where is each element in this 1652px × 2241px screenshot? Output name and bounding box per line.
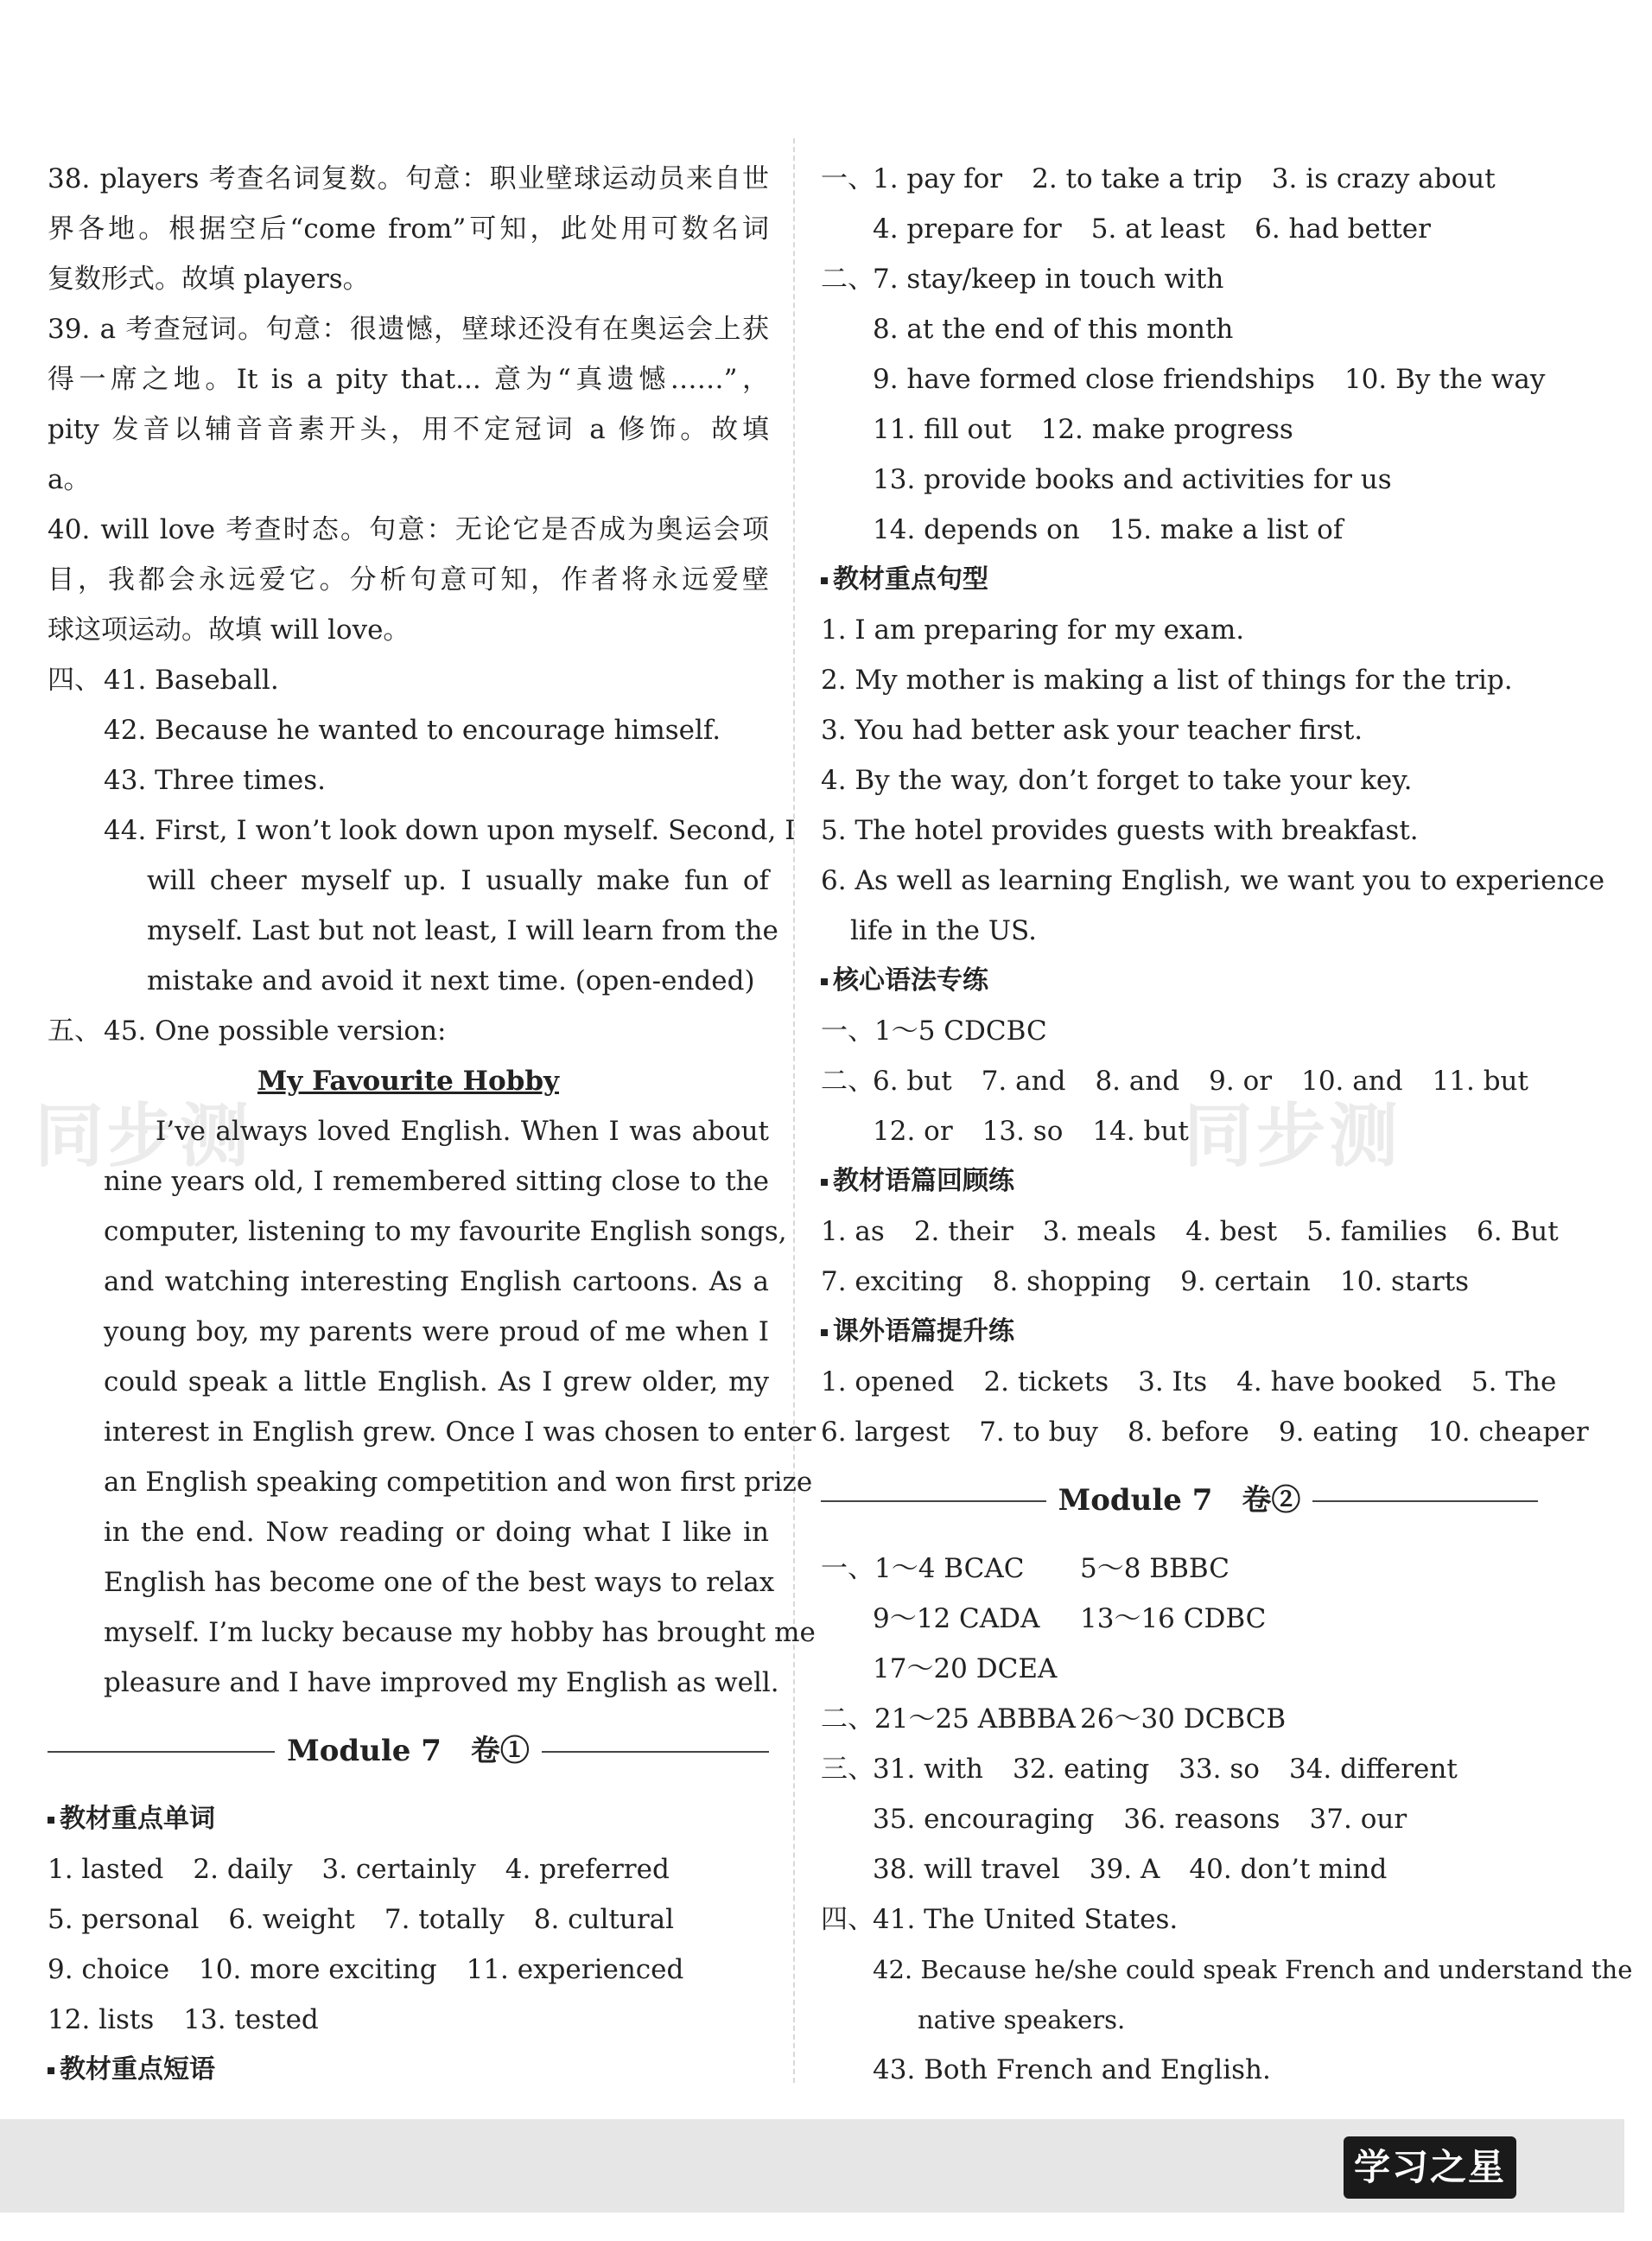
paper-row [821,1594,1538,1644]
review-row [821,1257,1538,1307]
section-heading [821,1156,1538,1206]
answer-item: 6. had better [1255,213,1431,245]
section-heading [48,1794,769,1844]
answer-item: 15. make a list of [1109,514,1344,545]
q44-line: 44. First, I won’t look down upon myself. Second, I [104,815,796,846]
sentence-line: 6. As well as learning English, we want you to experience [821,865,1605,896]
answer-item: 39. A [1089,1854,1160,1885]
q42-line: 42. Because he wanted to encourage himself. [104,715,721,746]
answer-item: 14. but [1092,1116,1189,1147]
answer-item: 1. pay for [873,163,1003,194]
answer-item: 4. best [1185,1216,1278,1247]
essay-line: an English speaking competition and won first prize [104,1467,813,1498]
answer-item: 8. at the end of this month [873,314,1234,345]
section-mark: 一、 [821,163,874,194]
answer-item: 36. reasons [1123,1804,1280,1835]
answer-item: 17～20 DCEA [873,1653,1058,1684]
answer-item: 35. encouraging [873,1804,1095,1835]
answer-item: 7. totally [384,1904,505,1935]
q38-line: 38. players 考查名词复数。句意：职业壁球运动员来自世 [48,163,769,194]
phrases-row [821,354,1546,404]
answer-item: 33. so [1179,1754,1260,1785]
section-mark: 二、 [821,264,874,295]
answer-item: 6. But [1477,1216,1559,1247]
q44-line: mistake and avoid it next time. (open-ended) [147,965,755,996]
answer-item: 4. have booked [1236,1366,1442,1397]
answer-item: 3. is crazy about [1271,163,1496,194]
answer-item: 7. stay/keep in touch with [873,264,1224,295]
grammar-row [821,1056,1538,1106]
answer-item: 9. have formed close friendships [873,364,1315,395]
answer-item: 32. eating [1013,1754,1150,1785]
essay-line: English has become one of the best ways to relax [104,1567,775,1598]
answer-item: 41. The United States. [873,1904,1179,1935]
q38-line: 界各地。根据空后“come from”可知，此处用可数名词 [48,213,769,245]
answer-item: 26～30 DCBCB [1080,1703,1287,1735]
answer-item: 3. Its [1138,1366,1208,1397]
grammar-row [821,1106,1538,1156]
sentence-line: 1. I am preparing for my exam. [821,614,1245,646]
paper-row: native speakers. [918,2005,1126,2034]
answer-item: 1. opened [821,1366,955,1397]
answer-item: 3. certainly [321,1854,476,1885]
brand-logo: 学习之星 [1344,2136,1516,2199]
answer-item: 7. and [981,1066,1066,1097]
sentence-line: 4. By the way, don’t forget to take your key. [821,765,1413,796]
paper-row [821,1744,1538,1794]
answer-item: 一、1～4 BCAC [821,1553,1025,1584]
section-heading [821,1307,1538,1357]
essay-line: young boy, my parents were proud of me when I [104,1316,769,1347]
review-row [821,1206,1559,1257]
answer-item: 12. or [873,1116,953,1147]
answer-item: 10. more exciting [199,1954,437,1985]
phrases-row [821,505,1538,555]
paper-row [821,1844,1538,1894]
words-row [48,1844,769,1894]
answer-item: 8. cultural [533,1904,675,1935]
q45-line [48,1006,769,1056]
section-heading-text: 课外语篇提升练 [833,1316,1014,1347]
answer-item: 11. experienced [466,1954,684,1985]
answer-item: 9. certain [1180,1266,1311,1297]
sentence-line: life in the US. [850,915,1037,946]
square-bullet-icon [821,577,828,584]
square-bullet-icon [821,1329,828,1336]
left-column [48,154,816,2095]
answer-item: 8. before [1127,1417,1249,1448]
answer-item: 12. make progress [1040,414,1293,445]
paper-row: 43. Both French and English. [873,2054,1271,2085]
square-bullet-icon [48,1817,54,1824]
answer-item: 1. as [821,1216,885,1247]
section-heading-text: 教材重点句型 [833,564,988,595]
q44-line: myself. Last but not least, I will learn from the [147,915,778,946]
section-mark: 三、 [821,1754,874,1785]
paper-row [821,1644,1538,1694]
answer-item: 37. our [1309,1804,1407,1835]
answer-item: 6. weight [228,1904,355,1935]
phrases-row [821,204,1538,254]
essay-line: I’ve always loved English. When I was about [156,1116,769,1147]
watermark-right: 同步测 [1184,1096,1401,1176]
answer-item: 13. provide books and activities for us [873,464,1392,495]
answer-item: 13. so [982,1116,1064,1147]
column-divider [793,138,795,2083]
essay-line: and watching interesting English cartoons. As a [104,1266,769,1297]
essay-line: computer, listening to my favourite English songs, [104,1216,787,1247]
essay-line: interest in English grew. Once I was chosen to enter [104,1417,816,1448]
section-heading-text: 教材语篇回顾练 [833,1166,1014,1196]
answer-item: 9. eating [1278,1417,1399,1448]
answer-item: 13～16 CDBC [1080,1603,1267,1634]
answer-item: 10. cheaper [1427,1417,1589,1448]
answer-item: 5. personal [48,1904,200,1935]
words-row [48,1995,769,2045]
essay-title: My Favourite Hobby [257,1066,560,1097]
q45-answer: 45. One possible version: [104,1015,447,1047]
square-bullet-icon [821,1179,828,1186]
essay-line: could speak a little English. As I grew older, my [104,1366,769,1397]
answer-item: 13. tested [183,2004,319,2035]
answer-item: 5. The [1471,1366,1557,1397]
answer-item: 2. to take a trip [1032,163,1242,194]
sentence-line: 5. The hotel provides guests with breakfast. [821,815,1419,846]
words-row [48,1894,769,1945]
essay-line: in the end. Now reading or doing what I like in [104,1517,769,1548]
answer-item: 5～8 BBBC [1080,1553,1229,1584]
answer-item: 11. but [1432,1066,1528,1097]
essay-line: myself. I’m lucky because my hobby has brought me [104,1617,816,1648]
section-heading-text: 教材重点短语 [60,2054,215,2085]
answer-item: 二、21～25 ABBBA [821,1703,1076,1735]
answer-item: 4. preferred [505,1854,670,1885]
answer-item: 6. largest [821,1417,950,1448]
answer-item: 14. depends on [873,514,1080,545]
paper-row [821,1544,1538,1594]
answer-item: 34. different [1288,1754,1458,1785]
answer-item: 9～12 CADA [873,1603,1040,1634]
sentence-line: 2. My mother is making a list of things for the trip. [821,665,1513,696]
answer-item: 3. meals [1042,1216,1157,1247]
answer-item: 10. and [1301,1066,1403,1097]
answer-item: 9. or [1209,1066,1273,1097]
right-column [821,154,1633,2095]
answer-item: 7. to buy [979,1417,1098,1448]
q44-line: will cheer myself up. I usually make fun of [147,865,769,896]
extra-row [821,1357,1557,1407]
q38-line: 复数形式。故填 players。 [48,264,370,295]
paper-row: 42. Because he/she could speak French and understand the [873,1955,1633,1984]
q40-line: 目，我都会永远爱它。分析句意可知，作者将永远爱壁 [48,564,769,595]
q41-line [48,655,769,705]
section-heading-text: 教材重点单词 [60,1804,215,1834]
answer-item: 5. at least [1090,213,1226,245]
section-heading-text: 核心语法专练 [833,965,988,996]
answer-item: 8. shopping [992,1266,1152,1297]
module-heading [821,1466,1538,1535]
grammar-row: 一、1～5 CDCBC [821,1015,1047,1047]
answer-item: 2. their [913,1216,1013,1247]
section-heading [821,956,1538,1006]
module-heading-text: Module 7 卷② [1046,1483,1313,1518]
essay-line: pleasure and I have improved my English as well. [104,1667,779,1698]
extra-row [821,1407,1589,1457]
square-bullet-icon [821,978,828,985]
answer-item: 8. and [1095,1066,1180,1097]
paper-row [821,1894,1538,1945]
answer-item: 31. with [873,1754,984,1785]
answer-item: 6. but [873,1066,952,1097]
q39-line: a。 [48,464,91,495]
essay-line: nine years old, I remembered sitting close to the [104,1166,769,1197]
module-heading [48,1716,769,1786]
answer-item: 10. starts [1339,1266,1470,1297]
phrases-row [821,254,1538,304]
section-mark: 二、 [821,1066,874,1097]
answer-item: 7. exciting [821,1266,963,1297]
answer-item: 2. daily [193,1854,293,1885]
q41-answer: 41. Baseball. [104,665,279,696]
phrases-row [821,455,1538,505]
section-mark: 五、 [48,1015,101,1047]
answer-item: 5. families [1306,1216,1448,1247]
paper-row [821,1694,1538,1744]
answer-item: 40. don’t mind [1189,1854,1388,1885]
square-bullet-icon [48,2067,54,2074]
answer-item: 12. lists [48,2004,155,2035]
phrases-row [821,154,1538,204]
paper-row [821,1794,1538,1844]
q40-line: 40. will love 考查时态。句意：无论它是否成为奥运会项 [48,514,769,545]
section-heading [48,2045,769,2095]
section-mark: 四、 [821,1904,874,1935]
sentence-line: 3. You had better ask your teacher first. [821,715,1363,746]
answer-item: 2. tickets [983,1366,1109,1397]
section-mark: 四、 [48,665,101,696]
answer-item: 11. fill out [873,414,1012,445]
section-heading [821,555,1538,605]
answer-item: 10. By the way [1344,364,1546,395]
q40-line: 球这项运动。故填 will love。 [48,614,410,646]
q39-line: 得一席之地。It is a pity that... 意为“真遗憾……”， [48,364,769,395]
q39-line: pity 发音以辅音音素开头，用不定冠词 a 修饰。故填 [48,414,769,445]
module-heading-text: Module 7 卷① [275,1734,542,1768]
answer-item: 38. will travel [873,1854,1060,1885]
answer-item: 4. prepare for [873,213,1062,245]
watermark-left: 同步测 [35,1096,252,1176]
q39-line: 39. a 考查冠词。句意：很遗憾，壁球还没有在奥运会上获 [48,314,769,345]
q43-line: 43. Three times. [104,765,327,796]
answer-item: 9. choice [48,1954,170,1985]
answer-item: 1. lasted [48,1854,164,1885]
phrases-row [821,304,1538,354]
words-row [48,1945,769,1995]
phrases-row [821,404,1538,455]
